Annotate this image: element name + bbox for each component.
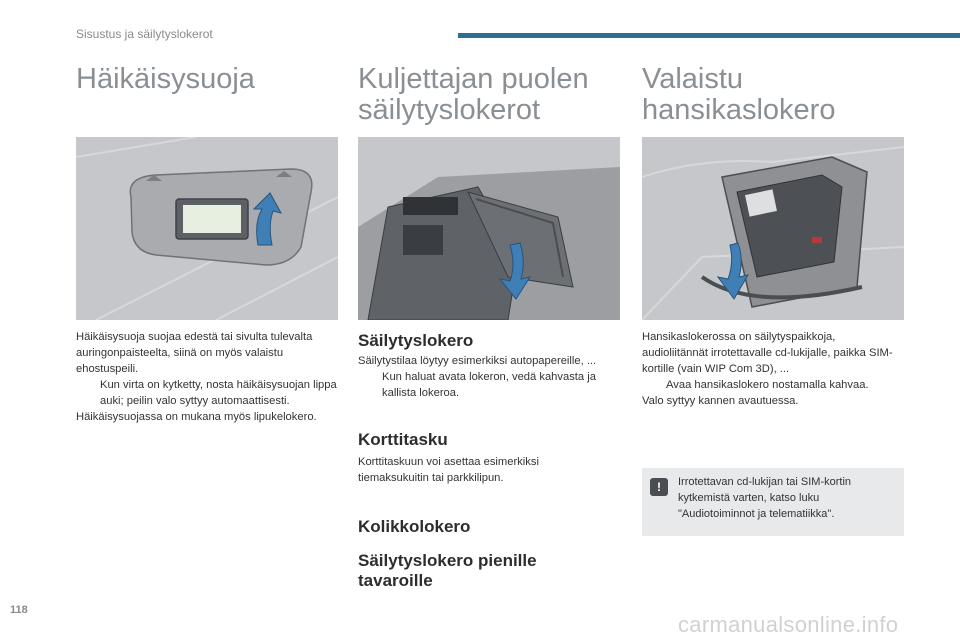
driver-storage-title-line1: Kuljettajan puolen (358, 63, 589, 95)
bullet-marker (358, 369, 382, 401)
sun-visor-figure (76, 137, 338, 320)
sun-visor-intro: Häikäisysuoja suojaa edestä tai sivulta tulevalta auringonpaisteelta, siinä on myös valaistu ehostuspeili. (76, 331, 313, 375)
sun-visor-bullet-item (76, 377, 338, 409)
info-icon: ! (650, 478, 668, 496)
small-items-heading-line1: Säilytyslokero pienille (358, 551, 537, 570)
sun-visor-bullet: Kun virta on kytketty, nosta häikäisysuojan lippa auki; peilin valo syttyy automaattisesti. (100, 379, 337, 407)
driver-storage-illustration (358, 137, 620, 320)
glovebox-outro: Valo syttyy kannen avautuessa. (642, 395, 799, 407)
sun-visor-title: Häikäisysuoja (76, 63, 255, 95)
glovebox-bullet: Avaa hansikaslokero nostamalla kahvaa. (666, 379, 869, 391)
storage-bullet-item (358, 369, 620, 401)
driver-storage-figure (358, 137, 620, 320)
small-items-heading-line2: tavaroille (358, 571, 433, 590)
note-text: Irrotettavan cd-lukijan tai SIM-kortin kytkemistä varten, katso luku "Audiotoiminnot ja telematiikka". (678, 476, 852, 520)
page-number: 118 (10, 604, 28, 616)
glovebox-illustration (642, 137, 904, 320)
bullet-marker (76, 377, 100, 409)
storage-heading: Säilytyslokero (358, 331, 474, 350)
storage-bullet: Kun haluat avata lokeron, vedä kahvasta ja kallista lokeroa. (382, 371, 596, 399)
bullet-marker (642, 377, 666, 393)
glovebox-figure (642, 137, 904, 320)
card-pocket-text (358, 454, 588, 486)
storage-description: Säilytystilaa löytyy esimerkiksi autopapereille, ... (358, 355, 597, 367)
glovebox-bullet-item (642, 377, 904, 393)
note-box (642, 468, 904, 536)
glovebox-title (642, 64, 835, 126)
card-pocket-description: Korttitaskuun voi asettaa esimerkiksi tiemaksukuitin tai parkkilipun. (358, 456, 539, 484)
glovebox-text (642, 329, 904, 409)
sun-visor-outro: Häikäisysuojassa on mukana myös lipukelokero. (76, 411, 317, 423)
card-pocket-heading: Korttitasku (358, 430, 448, 449)
glovebox-title-line2: hansikaslokero (642, 94, 836, 126)
sun-visor-text (76, 329, 338, 425)
glovebox-title-line1: Valaistu (642, 63, 744, 95)
header-section-title: Sisustus ja säilytyslokerot (76, 27, 213, 41)
storage-text (358, 353, 620, 401)
glovebox-description: Hansikaslokerossa on säilytyspaikkoja, audioliitännät irrotettavalle cd-lukijalle, paikka SIM-kortille (vain WIP Com 3D), ... (642, 331, 893, 375)
sun-visor-illustration (76, 137, 338, 320)
driver-storage-title-line2: säilytyslokerot (358, 94, 541, 126)
coin-tray-heading: Kolikkolokero (358, 517, 471, 536)
header-accent-bar (458, 33, 960, 38)
small-items-heading (358, 551, 537, 591)
watermark: carmanualsonline.info (678, 612, 899, 637)
driver-storage-title (358, 64, 589, 126)
